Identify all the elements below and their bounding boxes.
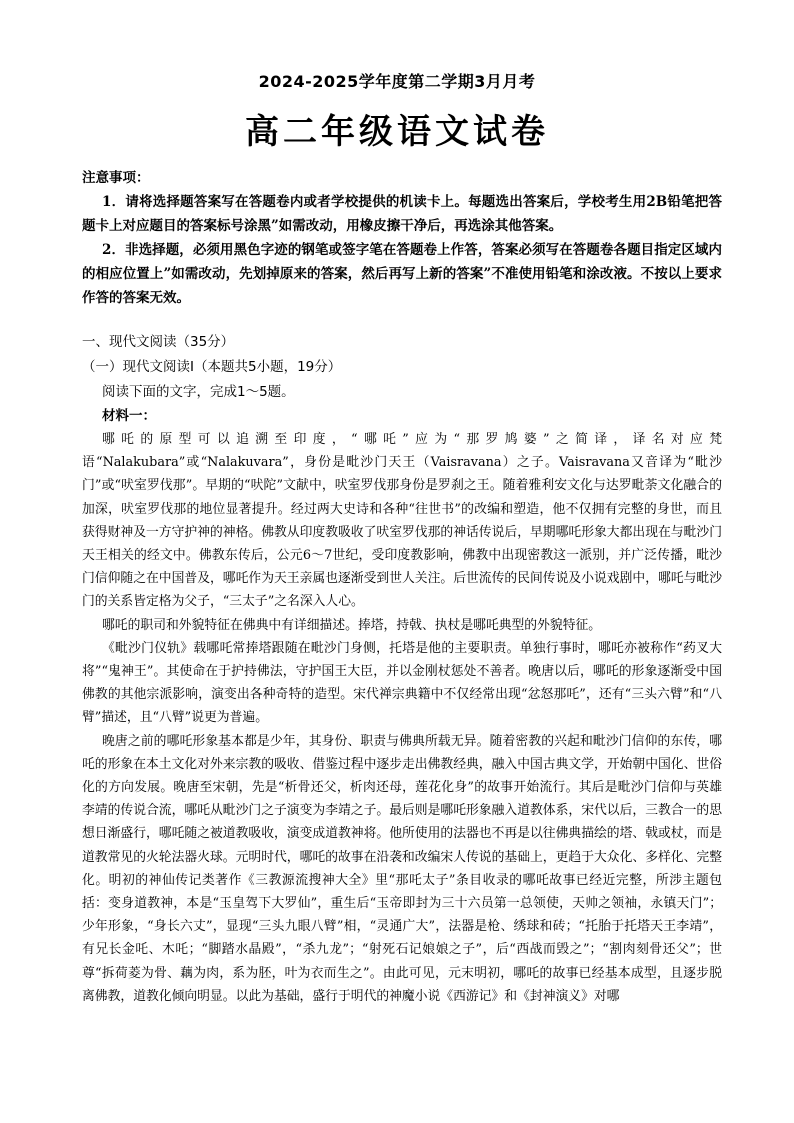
notice-block [82, 166, 722, 310]
passage-paragraph-3: 《毗沙门仪轨》载哪吒常捧塔跟随在毗沙门身侧，托塔是他的主要职责。单独行事时，哪吒亦被称作“药叉大将”“鬼神王”。其使命在于护持佛法，守护国王大臣，并以金刚杖惩处不善者。晚唐以后，哪吒的形象逐渐受中国佛教的其他宗派影响，演变出各种奇特的造型。宋代禅宗典籍中不仅经常出现“忿怒那吒”，还有“三头六臂”和“八臂”描述，且“八臂”说更为普遍。 [82, 640, 722, 726]
reading-instruction: 阅读下面的文字，完成1～5题。 [102, 384, 295, 400]
passage-paragraph-2: 哪吒的职司和外貌特征在佛典中有详细描述。捧塔，持戟、执杖是哪吒典型的外貌特征。 [102, 617, 602, 633]
notice-title: 注意事项： [82, 170, 150, 186]
notice-item-1: 1．请将选择题答案写在答题卷内或者学校提供的机读卡上。每题选出答案后，学校考生用2B铅笔把答题卡上对应题目的答案标号涂黑”如需改动，用橡皮擦干净后，再选涂其他答案。 [82, 194, 722, 234]
passage-paragraph-4: 晚唐之前的哪吒形象基本都是少年，其身份、职责与佛典所载无异。随着密教的兴起和毗沙门信仰的东传，哪吒的形象在本土文化对外来宗教的吸收、借鉴过程中逐步走出佛教经典，融入中国古典文学，开始朝中国化、世俗化的方向发展。晚唐至宋朝，先是“析骨还父，析肉还母，莲花化身”的故事开始流行。其后是毗沙门信仰与英雄李靖的传说合流，哪吒从毗沙门之子演变为李靖之子。最后则是哪吒形象融入道教体系，宋代以后，三教合一的思想日渐盛行，哪吒随之被道教吸收，演变成道教神将。他所使用的法器也不再是以往佛典描绘的塔、戟或杖，而是道教常见的火轮法器火球。元明时代，哪吒的故事在沿袭和改编宋人传说的基础上，更趋于大众化、多样化、完整化。明初的神仙传记类著作《三教源流搜神大全》里“那吒太子”条目收录的哪吒故事已经近完整，所涉主题包括：变身道教神，本是“玉皇驾下大罗仙”，重生后“玉帝即封为三十六员第一总领使，天帅之领袖，永镇天门”；少年形象，“身长六丈”，显现“三头九眼八臂”相，“灵通广大”，法器是枪、绣球和砖；“托胎于托塔天王李靖”，有兄长金吒、木吒；“脚踏水晶殿”，“杀九龙”；“射死石记娘娘之子”，后“西战而毁之”；“割肉刻骨还父”；世尊“拆荷菱为骨、藕为肉，系为胚，叶为衣而生之”。由此可见，元末明初，哪吒的故事已经基本成型，且逐步脱离佛教，道教化倾向明显。以此为基础，盛行于明代的神魔小说《西游记》和《封神演义》对哪 [82, 733, 722, 1004]
material-label: 材料一： [102, 408, 156, 424]
reading-passage [82, 428, 722, 1008]
exam-title: 高二年级语文试卷 [245, 112, 549, 152]
subsection-heading: （一）现代文阅读Ⅰ（本题共5小题，19分） [82, 359, 342, 375]
section-heading-modern-reading: 一、现代文阅读（35分） [82, 334, 235, 350]
passage-paragraph-1: 哪吒的原型可以追溯至印度，“哪吒”应为“那罗鸠婆”之简译，译名对应梵语“Nalakubara”或“Nalakuvara”，身份是毗沙门天王（Vaisravana）之子。Vaisravana又音译为“毗沙门”或“吠室罗伐那”。早期的“吠陀”文献中，吠室罗伐那身份是罗刹之王。随着雅利安文化与达罗毗荼文化融合的加深，吠室罗伐那的地位显著提升。经过两大史诗和各种“往世书”的改编和塑造，他不仅拥有完整的身世，而且获得财神及一方守护神的神格。佛教从印度教吸收了吠室罗伐那的神话传说后，早期哪吒形象大都出现在与毗沙门天王相关的经文中。佛教东传后，公元6～7世纪，受印度教影响，佛教中出现密教这一派别，并广泛传播，毗沙门信仰随之在中国普及，哪吒作为天王亲属也逐渐受到世人关注。后世流传的民间传说及小说戏剧中，哪吒与毗沙门的关系皆定格为父子，“三太子”之名深入人心。 [82, 432, 722, 610]
notice-item-2: 2．非选择题，必须用黑色字迹的钢笔或签字笔在答题卷上作答，答案必须写在答题卷各题目指定区域内的相应位置上”如需改动，先划掉原来的答案，然后再写上新的答案”不准使用铅笔和涂改液。不按以上要求作答的答案无效。 [82, 242, 722, 306]
exam-term-heading: 2024-2025学年度第二学期3月月考 [258, 72, 536, 91]
